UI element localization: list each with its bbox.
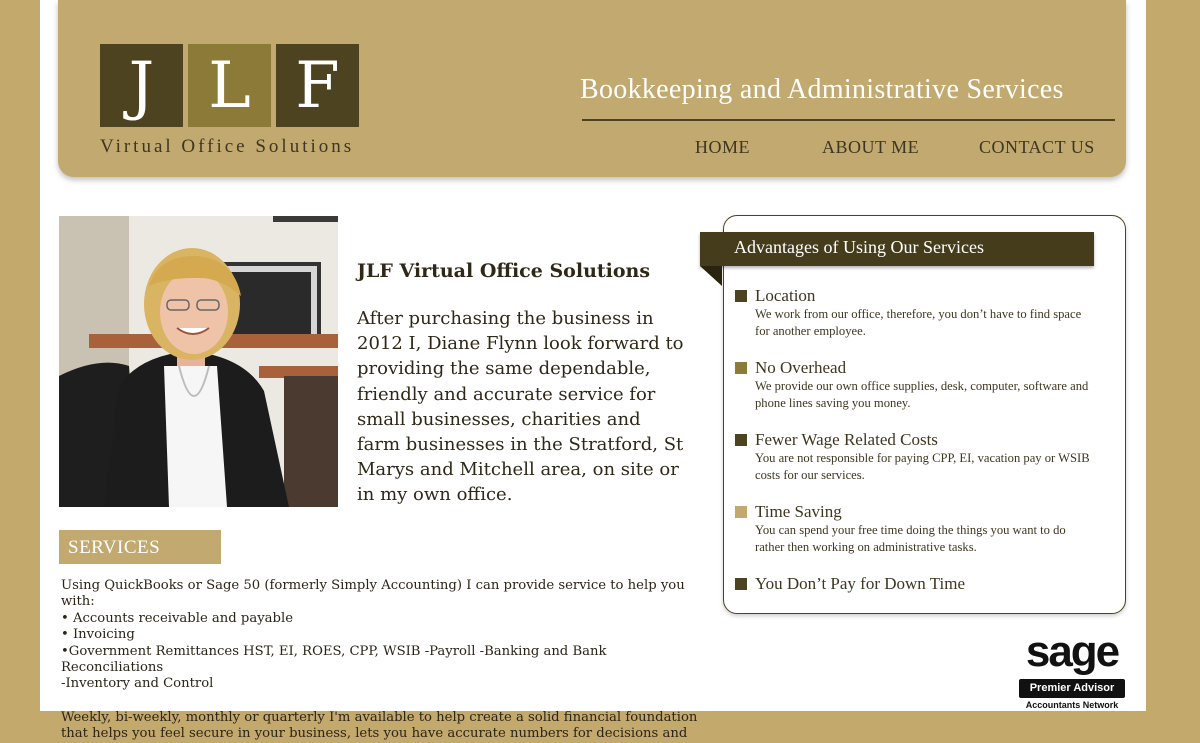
bullet-square-icon (735, 290, 747, 302)
intro-title: JLF Virtual Office Solutions (357, 260, 651, 282)
banner-fold (700, 266, 722, 286)
nav-contact-us[interactable]: CONTACT US (979, 137, 1095, 157)
advantage-heading: Location (755, 286, 816, 305)
advantage-description: You are not responsible for paying CPP, EI, vacation pay or WSIB costs for our services. (755, 451, 1090, 482)
sage-logo: sage (1025, 627, 1119, 676)
advantage-description: We provide our own office supplies, desk, computer, software and phone lines saving you money. (755, 379, 1089, 410)
header-divider (582, 119, 1115, 121)
advantage-description: We work from our office, therefore, you don’t have to find space for another employee. (755, 307, 1082, 338)
advantage-heading: Fewer Wage Related Costs (755, 430, 938, 449)
services-line: -Inventory and Control (61, 676, 214, 692)
nav-home[interactable]: HOME (695, 137, 750, 157)
logo-letter-f[interactable]: F (276, 44, 359, 127)
services-text (61, 578, 701, 743)
services-line: •Government Remittances HST, EI, ROES, CPP, WSIB -Payroll -Banking and Bank Reconciliations (61, 643, 607, 676)
page (40, 0, 1146, 742)
services-line: Using QuickBooks or Sage 50 (formerly Simply Accounting) I can provide service to help you with: (61, 578, 685, 610)
bullet-square-icon (735, 362, 747, 374)
bullet-square-icon (735, 506, 747, 518)
advantage-heading: Time Saving (755, 502, 842, 521)
services-line: Weekly, bi-weekly, monthly or quarterly I'm available to help create a solid financial foundation (61, 709, 698, 725)
logo-letter-l[interactable]: L (188, 44, 271, 127)
owner-portrait-photo (59, 216, 338, 507)
advantage-heading: No Overhead (755, 358, 847, 377)
advantage-description: You can spend your free time doing the things you want to do rather then working on administrative tasks. (755, 523, 1066, 554)
advantage-heading: You Don’t Pay for Down Time (755, 574, 966, 593)
services-line: • Invoicing (61, 627, 135, 643)
logo-letter-j[interactable]: J (100, 44, 183, 127)
nav-about-me[interactable]: ABOUT ME (822, 137, 920, 157)
site-tagline: Bookkeeping and Administrative Services (580, 74, 1064, 105)
services-line: • Accounts receivable and payable (61, 610, 294, 626)
services-heading: SERVICES (59, 530, 221, 564)
accountants-network-label: Accountants Network (1025, 700, 1119, 710)
bullet-square-icon (735, 434, 747, 446)
advantages-title: Advantages of Using Our Services (700, 232, 1094, 266)
logo-subtitle: Virtual Office Solutions (100, 136, 355, 157)
bullet-square-icon (735, 578, 747, 590)
premier-advisor-label: Premier Advisor (1019, 679, 1125, 698)
services-line: that helps you feel secure in your business, lets you have accurate numbers for decisions and (61, 726, 688, 742)
intro-text: After purchasing the business in 2012 I, Diane Flynn look forward to providing the same dependable, friendly and accurate service for small businesses, charities and farm businesses in the Stratford, St Marys and Mitchell area, on site or in my own office. (357, 308, 684, 506)
site-header (58, 0, 1126, 177)
sage-premier-advisor-badge[interactable] (1019, 627, 1125, 711)
